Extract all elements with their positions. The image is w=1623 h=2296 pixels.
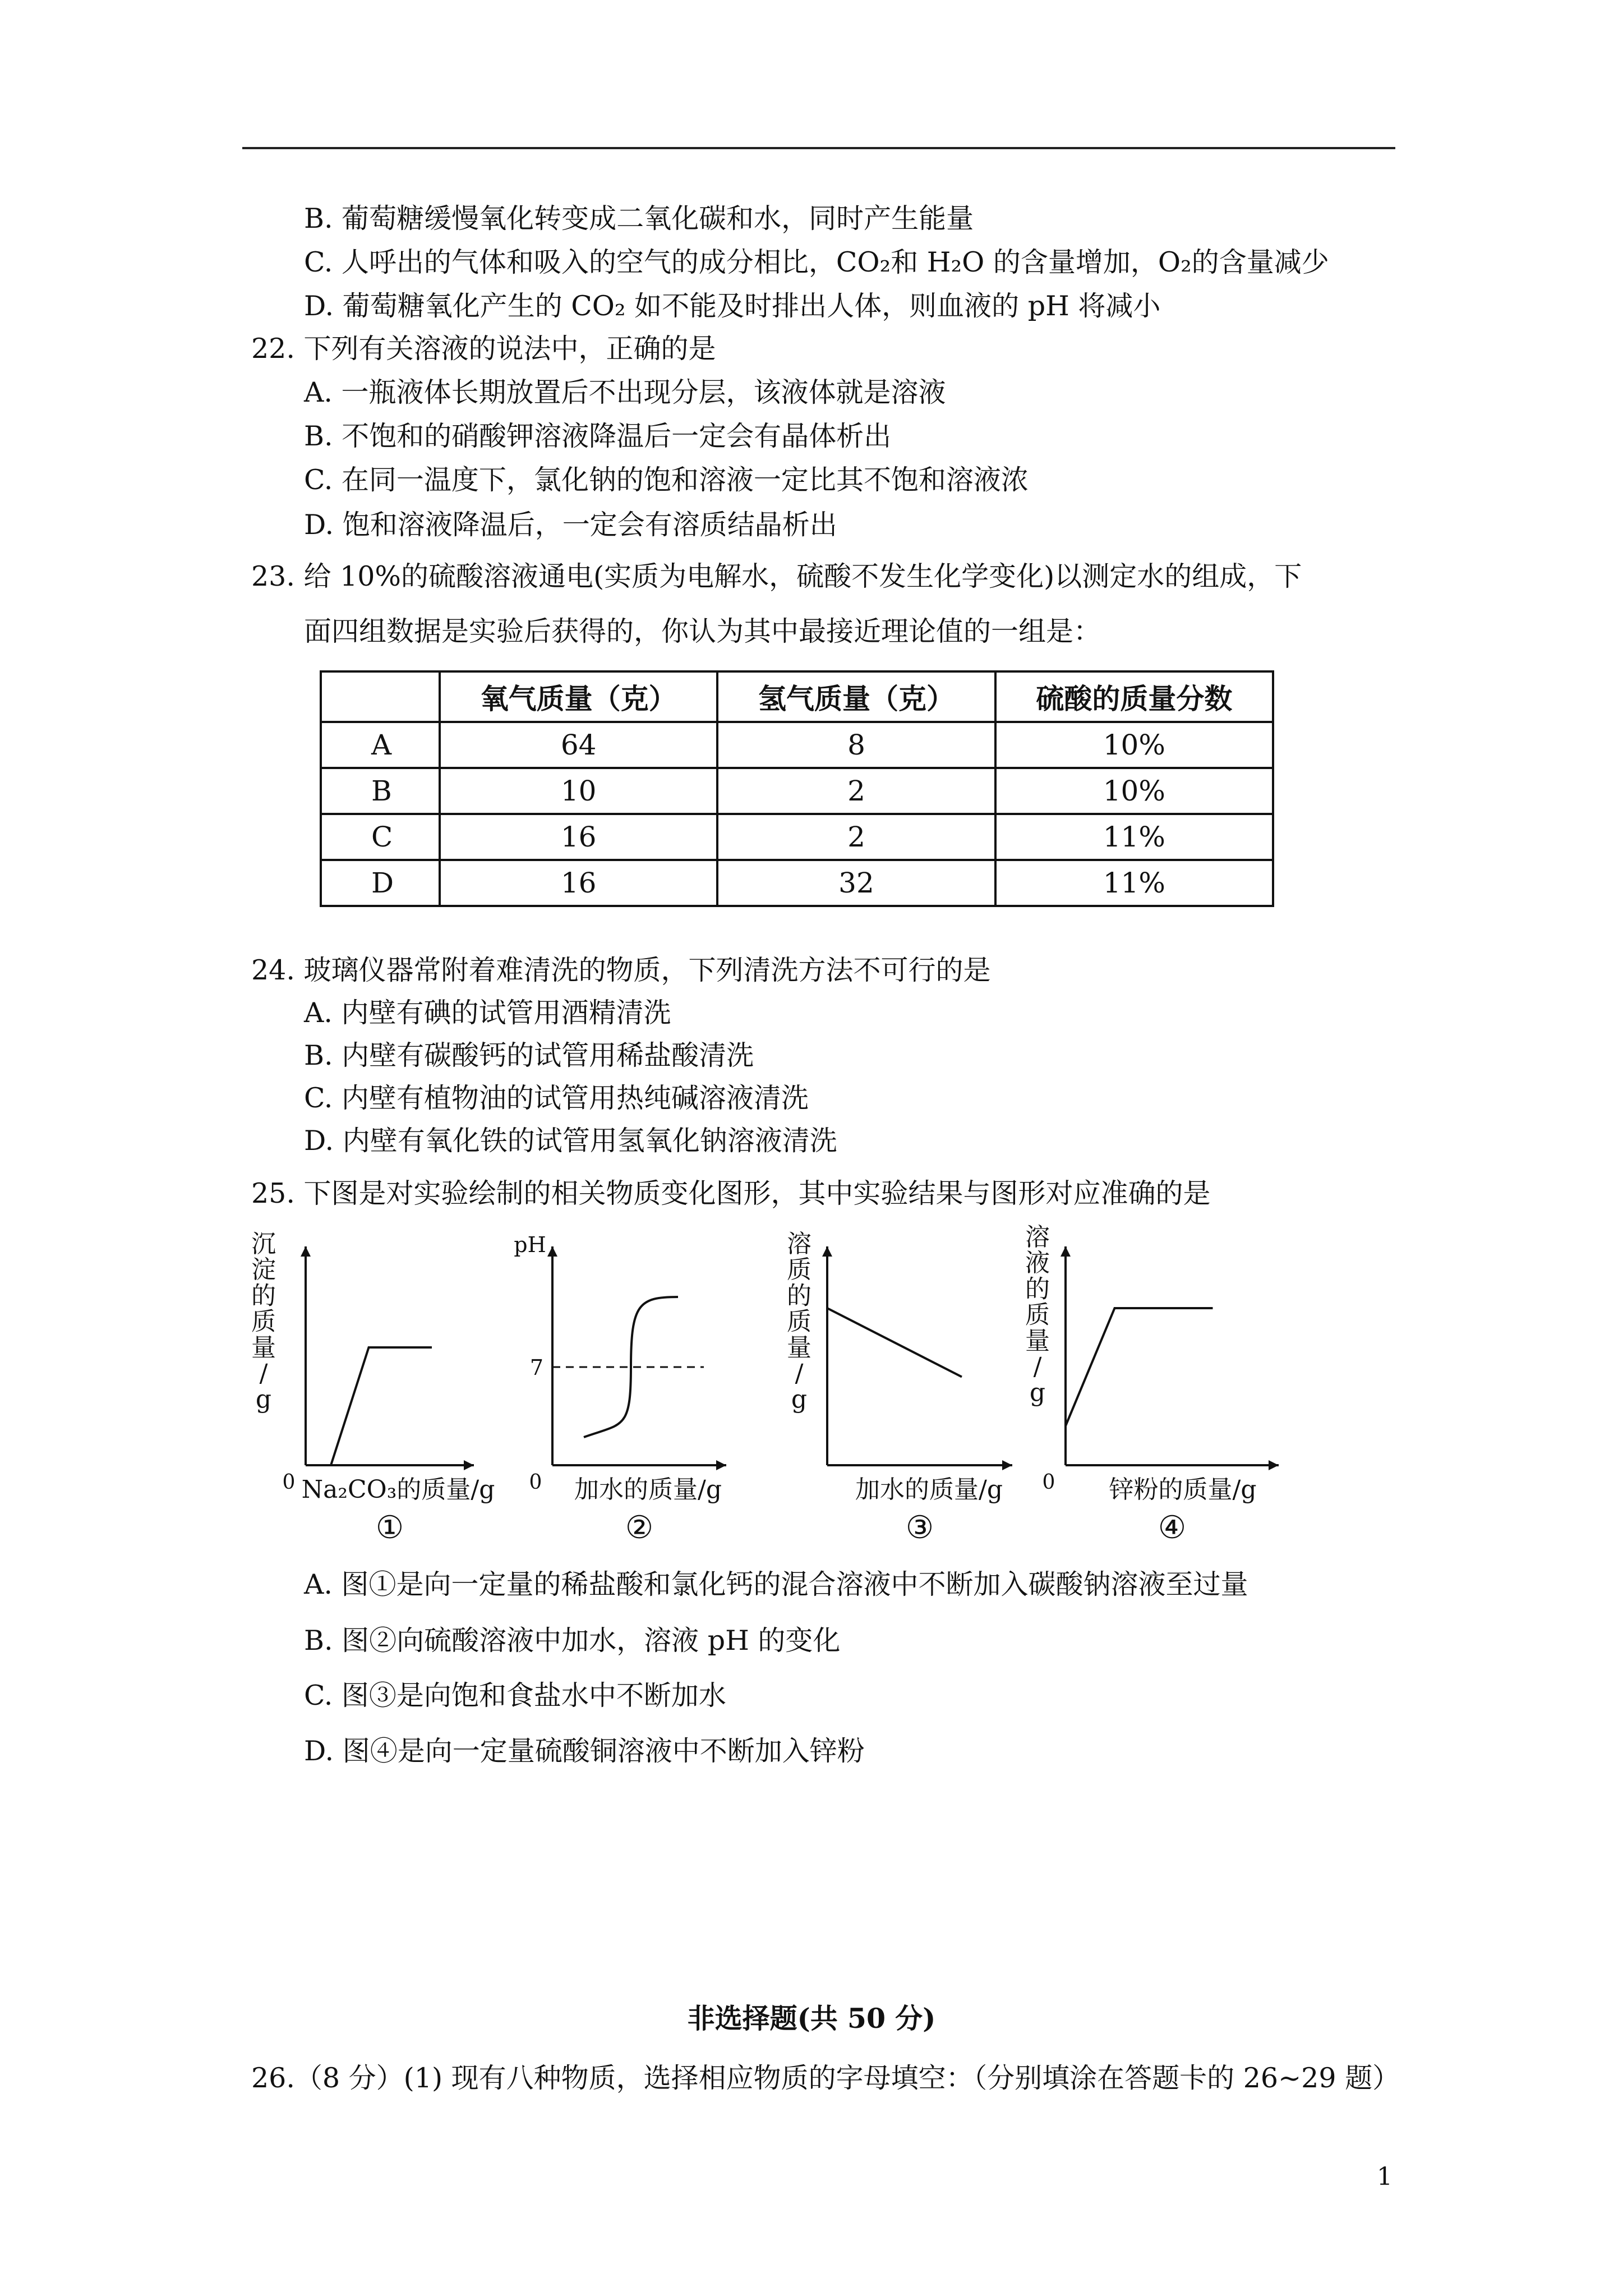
chart1-x-label: Na₂CO₃的质量/g [301,1475,495,1504]
chart2-tick-label: 7 [529,1355,544,1380]
chart4-series-line [1066,1308,1213,1426]
chart3-y-axis-head [822,1246,832,1257]
q22-stem: 22. 下列有关溶液的说法中，正确的是 [251,333,716,365]
q21-option-d: D. 葡萄糖氧化产生的 CO₂ 如不能及时排出人体，则血液的 pH 将减小 [304,290,1161,322]
table-row [321,722,1273,768]
table-header-cell: 氧气质量（克） [440,671,717,722]
q24-option-c: C. 内壁有植物油的试管用热纯碱溶液清洗 [304,1082,809,1114]
table-row [321,768,1273,814]
table-header-row [321,671,1273,722]
table-cell: 2 [717,814,995,860]
chart4-number-label: ④ [1158,1510,1187,1546]
header-rule [242,147,1395,149]
q24-option-d: D. 内壁有氧化铁的试管用氢氧化钠溶液清洗 [304,1125,837,1157]
chart2-y-label: pH [514,1232,546,1257]
chart4-y-label: 溶液的质量/ g [1025,1223,1050,1407]
chart2-x-label: 加水的质量/g [574,1475,722,1504]
table-cell: D [321,860,440,906]
table-cell: 10% [995,722,1273,768]
q23-stem-line1: 23. 给 10%的硫酸溶液通电(实质为电解水，硫酸不发生化学变化)以测定水的组成，下 [251,560,1302,592]
table-row [321,860,1273,906]
table-cell: A [321,722,440,768]
chart4-origin-label: 0 [1042,1471,1055,1494]
chart3-series-line [827,1308,962,1377]
q21-option-c: C. 人呼出的气体和吸入的空气的成分相比，CO₂和 H₂O 的含量增加，O₂的含量减少 [304,246,1329,278]
chart4-x-axis-head [1269,1460,1279,1470]
q22-option-d: D. 饱和溶液降温后，一定会有溶质结晶析出 [304,509,837,541]
chart4-y-axis-head [1061,1246,1071,1257]
chart3-x-label: 加水的质量/g [855,1475,1003,1504]
table-cell: 16 [440,860,717,906]
q25-charts [241,1223,1340,1559]
chart1-y-axis-head [301,1246,311,1257]
q22-option-c: C. 在同一温度下，氯化钠的饱和溶液一定比其不饱和溶液浓 [304,464,1029,496]
table-cell: B [321,768,440,814]
q23-stem-line2: 面四组数据是实验后获得的，你认为其中最接近理论值的一组是： [304,615,1101,647]
q25-option-c: C. 图③是向饱和食盐水中不断加水 [304,1680,726,1711]
chart4-x-label: 锌粉的质量/g [1109,1475,1257,1504]
table-header-cell: 硫酸的质量分数 [995,671,1273,722]
table-cell: 64 [440,722,717,768]
chart2-number-label: ② [625,1510,654,1546]
table-header-cell [321,671,440,722]
chart1-y-label: 沉淀的质量/ g [251,1230,276,1414]
chart3-number-label: ③ [905,1510,934,1546]
page-number: 1 [1377,2162,1393,2191]
chart1-origin-label: 0 [282,1471,296,1494]
q24-stem: 24. 玻璃仪器常附着难清洗的物质，下列清洗方法不可行的是 [251,954,991,986]
table-cell: 11% [995,860,1273,906]
q21-option-b: B. 葡萄糖缓慢氧化转变成二氧化碳和水，同时产生能量 [304,203,974,234]
q25-option-a: A. 图①是向一定量的稀盐酸和氯化钙的混合溶液中不断加入碳酸钠溶液至过量 [304,1568,1248,1600]
q26-line: 26.（8 分）(1) 现有八种物质，选择相应物质的字母填空：（分别填涂在答题卡的 26~29 题） [251,2062,1400,2094]
q25-stem: 25. 下图是对实验绘制的相关物质变化图形，其中实验结果与图形对应准确的是 [251,1177,1211,1209]
chart1-x-axis-head [464,1460,474,1470]
table-cell: 8 [717,722,995,768]
chart1-series-line [306,1347,432,1465]
table-cell: 32 [717,860,995,906]
q25-option-d: D. 图④是向一定量硫酸铜溶液中不断加入锌粉 [304,1735,865,1767]
table-cell: 10% [995,768,1273,814]
chart2-x-axis-head [716,1460,726,1470]
table-cell: 11% [995,814,1273,860]
q22-option-b: B. 不饱和的硝酸钾溶液降温后一定会有晶体析出 [304,420,892,452]
section-heading: 非选择题(共 50 分) [687,2002,936,2035]
chart1-number-label: ① [375,1510,404,1546]
chart2-y-axis-head [547,1246,557,1257]
chart3-y-label: 溶质的质量/ g [787,1230,811,1414]
q24-option-a: A. 内壁有碘的试管用酒精清洗 [304,997,671,1029]
table-row [321,814,1273,860]
table-header-cell: 氢气质量（克） [717,671,995,722]
q24-option-b: B. 内壁有碳酸钙的试管用稀盐酸清洗 [304,1039,754,1071]
chart3-x-axis-head [1002,1460,1012,1470]
table-cell: 2 [717,768,995,814]
q25-option-b: B. 图②向硫酸溶液中加水，溶液 pH 的变化 [304,1625,841,1657]
q23-data-table [320,670,1274,907]
chart2-origin-label: 0 [529,1471,542,1494]
table-cell: 10 [440,768,717,814]
q22-option-a: A. 一瓶液体长期放置后不出现分层，该液体就是溶液 [304,376,946,408]
table-cell: 16 [440,814,717,860]
table-cell: C [321,814,440,860]
